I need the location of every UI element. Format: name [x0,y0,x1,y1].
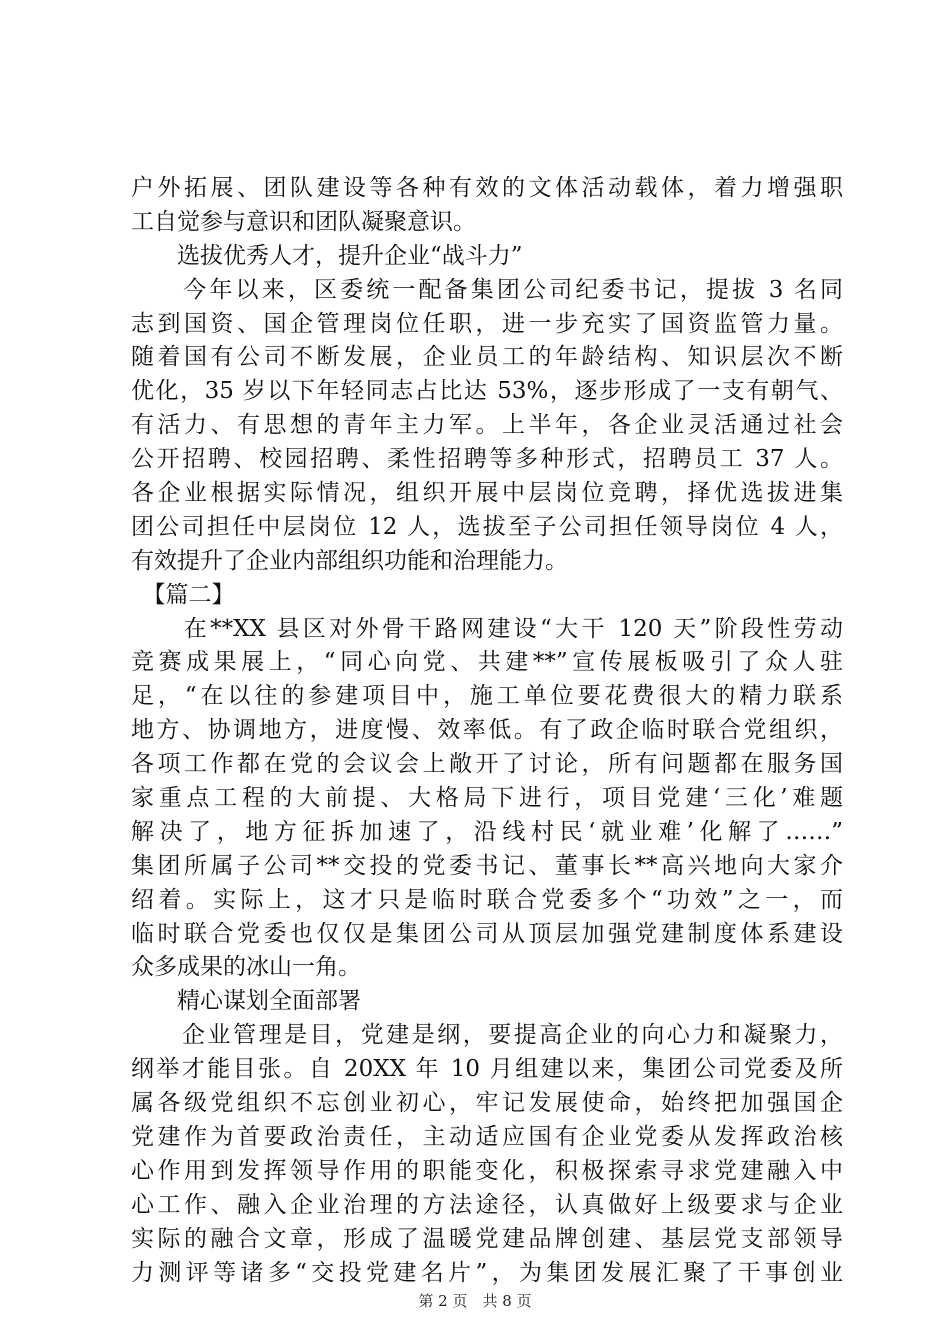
text-line: 各企业根据实际情况，组织开展中层岗位竞聘，择优选拔进集 [131,480,843,507]
text-line: 团公司担任中层岗位 12 人，选拔至子公司担任领导岗位 4 人， [131,513,843,540]
text-line: 精心谋划全面部署 [131,988,361,1015]
text-line: 力测评等诸多“交投党建名片”，为集团发展汇聚了干事创业 [131,1259,843,1286]
text-line: 纲举才能目张。自 20XX 年 10 月组建以来，集团公司党委及所 [131,1056,843,1083]
text-line: 今年以来，区委统一配备集团公司纪委书记，提拔 3 名同 [131,276,843,303]
text-line: 党建作为首要政治责任，主动适应国有企业党委从发挥政治核 [131,1123,843,1150]
text-line: 解决了，地方征拆加速了，沿线村民‘就业难’化解了……” [131,818,843,845]
text-line: 选拔优秀人才，提升企业“战斗力” [131,242,523,269]
page-number-footer: 第 2 页 共 8 页 [418,1292,532,1310]
text-line: 众多成果的冰山一角。 [131,954,361,981]
text-line: 在**XX 县区对外骨干路网建设“大干 120 天”阶段性劳动 [131,615,843,642]
text-line: 集团所属子公司**交投的党委书记、董事长**高兴地向大家介 [131,852,843,879]
text-line: 属各级党组织不忘创业初心，牢记发展使命，始终把加强国企 [131,1090,843,1117]
text-line: 有活力、有思想的青年主力军。上半年，各企业灵活通过社会 [131,412,843,439]
text-line: 优化，35 岁以下年轻同志占比达 53%，逐步形成了一支有朝气、 [131,378,843,405]
text-line: 实际的融合文章，形成了温暖党建品牌创建、基层党支部领导 [131,1225,843,1252]
text-line: 竞赛成果展上，“同心向党、共建**”宣传展板吸引了众人驻 [131,649,843,676]
text-line: 足，“在以往的参建项目中，施工单位要花费很大的精力联系 [131,683,843,710]
text-line: 志到国资、国企管理岗位任职，进一步充实了国资监管力量。 [131,310,843,337]
text-line: 心作用到发挥领导作用的职能变化，积极探索寻求党建融入中 [131,1157,843,1184]
text-line: 公开招聘、校园招聘、柔性招聘等多种形式，招聘员工 37 人。 [131,446,843,473]
text-line: 【篇二】 [131,581,235,608]
text-line: 企业管理是目，党建是纲，要提高企业的向心力和凝聚力， [131,1022,843,1049]
text-line: 工自觉参与意识和团队凝聚意识。 [131,208,476,235]
text-line: 随着国有公司不断发展，企业员工的年龄结构、知识层次不断 [131,344,843,371]
text-line: 有效提升了企业内部组织功能和治理能力。 [131,547,568,574]
text-line: 家重点工程的大前提、大格局下进行，项目党建‘三化’难题 [131,785,843,812]
text-line: 心工作、融入企业治理的方法途径，认真做好上级要求与企业 [131,1191,843,1218]
text-line: 地方、协调地方，进度慢、效率低。有了政企临时联合党组织， [131,717,843,744]
text-line: 户外拓展、团队建设等各种有效的文体活动载体，着力增强职 [131,175,843,201]
text-line: 绍着。实际上，这才只是临时联合党委多个“功效”之一，而 [131,886,843,913]
text-line: 临时联合党委也仅仅是集团公司从顶层加强党建制度体系建设 [131,920,843,947]
document-body [131,172,843,1290]
text-line: 各项工作都在党的会议会上敞开了讨论，所有问题都在服务国 [131,751,843,778]
